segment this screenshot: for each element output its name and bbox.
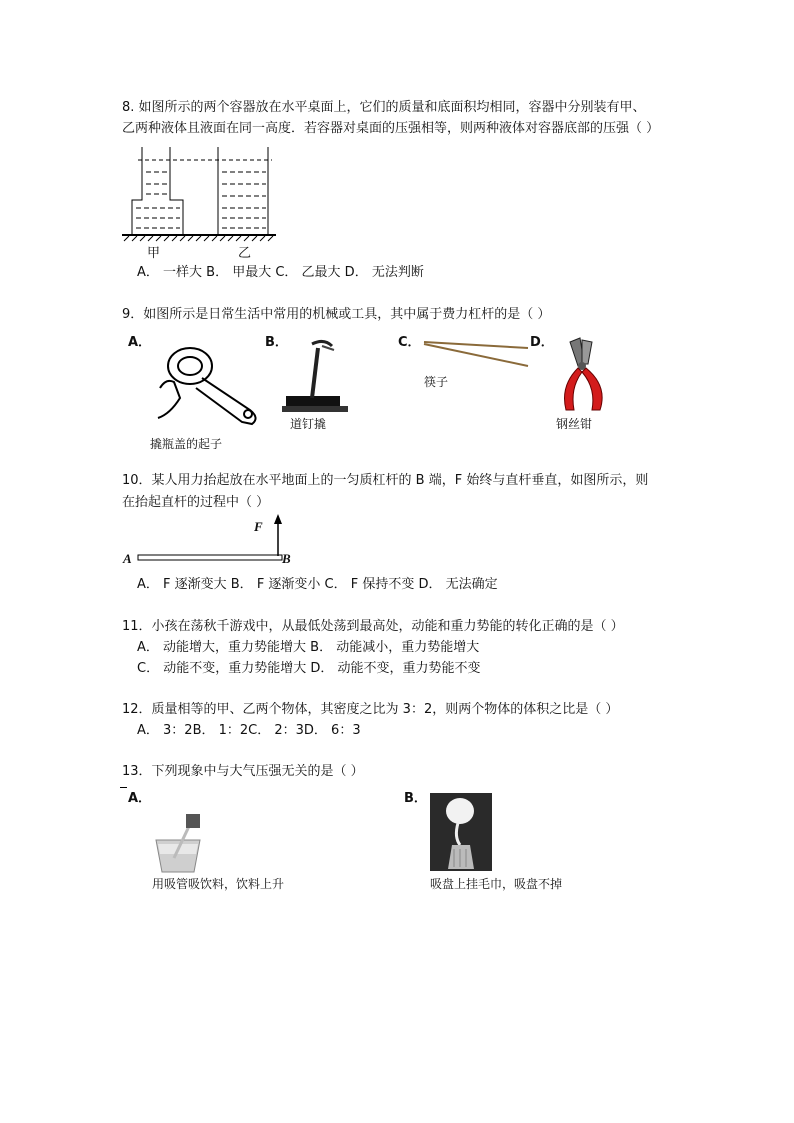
q9-option-c-letter: C． (398, 335, 421, 350)
lever-label-b: B (282, 551, 291, 566)
q8-stem-line2: 乙两种液体且液面在同一高度．若容器对桌面的压强相等，则两种液体对容器底部的压强（ ） (122, 121, 660, 136)
spike-crowbar-image (282, 336, 352, 414)
lever-label-f: F (254, 519, 263, 534)
q11-options-1: A． 动能增大，重力势能增大 B． 动能减小，重力势能增大 (137, 640, 480, 655)
q9-b-caption: 道钉撬 (290, 417, 327, 431)
q9-stem: 9．如图所示是日常生活中常用的机械或工具，其中属于费力杠杆的是（ ） (122, 307, 551, 322)
q10-stem-line2: 在抬起直杆的过程中（ ） (122, 495, 270, 510)
q13-a-caption: 用吸管吸饮料，饮料上升 (152, 877, 285, 891)
q9-d-caption: 钢丝钳 (556, 417, 593, 431)
chopsticks-image (422, 338, 532, 368)
q9-option-d-letter: D． (530, 335, 554, 350)
suction-cup-image (430, 793, 492, 871)
q8-stem-line1: 8. 如图所示的两个容器放在水平桌面上，它们的质量和底面积均相同，容器中分别装有甲、 (122, 100, 646, 115)
lever-figure (122, 512, 302, 574)
liquid-yi-dashes (222, 172, 266, 228)
bottle-opener-image (150, 338, 270, 430)
q9-a-caption: 撬瓶盖的起子 (150, 437, 223, 451)
q8-containers-figure (120, 142, 280, 250)
q9-option-a-letter: A． (128, 335, 152, 350)
q13-option-a-letter: A． (128, 791, 152, 806)
q13-stem: 13．下列现象中与大气压强无关的是（ ） (122, 764, 364, 779)
q11-stem: 11．小孩在荡秋千游戏中，从最低处荡到最高处，动能和重力势能的转化正确的是（ ） (122, 619, 624, 634)
drinking-straw-image (150, 812, 210, 874)
label-yi: 乙 (238, 246, 252, 261)
q13-b-caption: 吸盘上挂毛巾，吸盘不掉 (430, 877, 563, 891)
lever-label-a: A (123, 551, 132, 566)
q12-stem: 12．质量相等的甲、乙两个物体，其密度之比为 3：2，则两个物体的体积之比是（ ） (122, 702, 619, 717)
label-jia: 甲 (147, 246, 161, 261)
q10-options: A． F 逐渐变大 B． F 逐渐变小 C． F 保持不变 D． 无法确定 (137, 577, 498, 592)
table-hatch (124, 236, 273, 241)
lever-rod (138, 555, 282, 560)
q8-options: A． 一样大 B． 甲最大 C． 乙最大 D． 无法判断 (137, 265, 424, 280)
force-arrowhead (274, 514, 282, 524)
q9-c-caption: 筷子 (424, 375, 449, 389)
q12-options: A． 3：2B． 1：2C． 2：3D． 6：3 (137, 723, 361, 738)
q11-options-2: C． 动能不变，重力势能增大 D． 动能不变，重力势能不变 (137, 661, 481, 676)
q10-stem-line1: 10．某人用力抬起放在水平地面上的一匀质杠杆的 B 端，F 始终与直杆垂直，如图所示，则 (122, 473, 649, 488)
pliers-image (552, 336, 612, 414)
q9-option-b-letter: B． (265, 335, 288, 350)
q13-divider-mark (120, 787, 127, 788)
q13-option-b-letter: B． (404, 791, 427, 806)
